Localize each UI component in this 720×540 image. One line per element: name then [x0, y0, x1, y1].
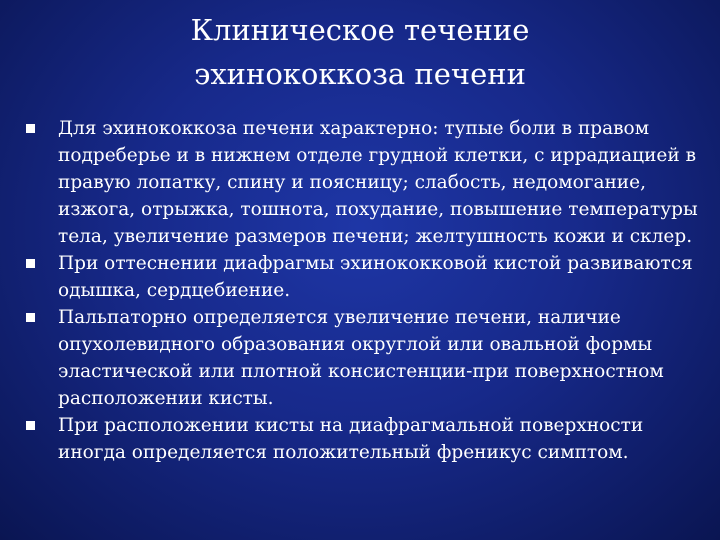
- square-bullet-icon: [26, 313, 35, 322]
- bullet-text: При оттеснении диафрагмы эхинококковой кистой развиваются одышка, сердцебиение.: [58, 253, 693, 301]
- square-bullet-icon: [26, 259, 35, 268]
- slide-title: [100, 8, 620, 96]
- square-bullet-icon: [26, 421, 35, 430]
- bullet-text: Для эхинококкоза печени характерно: тупые боли в правом подреберье и в нижнем отделе грудной клетки, с иррадиацией в правую лопатку, спину и поясницу; слабость, недомогание, изжога, отрыжка, тошнота, похудание, повышение температуры тела, увеличение размеров печени; желтушность кожи и склер.: [58, 118, 698, 247]
- bullet-list: [26, 115, 698, 466]
- bullet-item-symptoms: [26, 115, 698, 250]
- slide-title-line-1: Клиническое течение: [190, 13, 530, 47]
- bullet-text: Пальпаторно определяется увеличение печени, наличие опухолевидного образования округлой или овальной формы эластической или плотной консистенции-при поверхностном расположении кисты.: [58, 307, 664, 409]
- square-bullet-icon: [26, 124, 35, 133]
- bullet-text: При расположении кисты на диафрагмальной поверхности иногда определяется положительный френикус симптом.: [58, 415, 644, 463]
- bullet-item-palpation: [26, 304, 698, 412]
- slide-title-line-2: эхинококкоза печени: [194, 57, 526, 91]
- bullet-item-diaphragm: [26, 250, 698, 304]
- bullet-item-phrenicus: [26, 412, 698, 466]
